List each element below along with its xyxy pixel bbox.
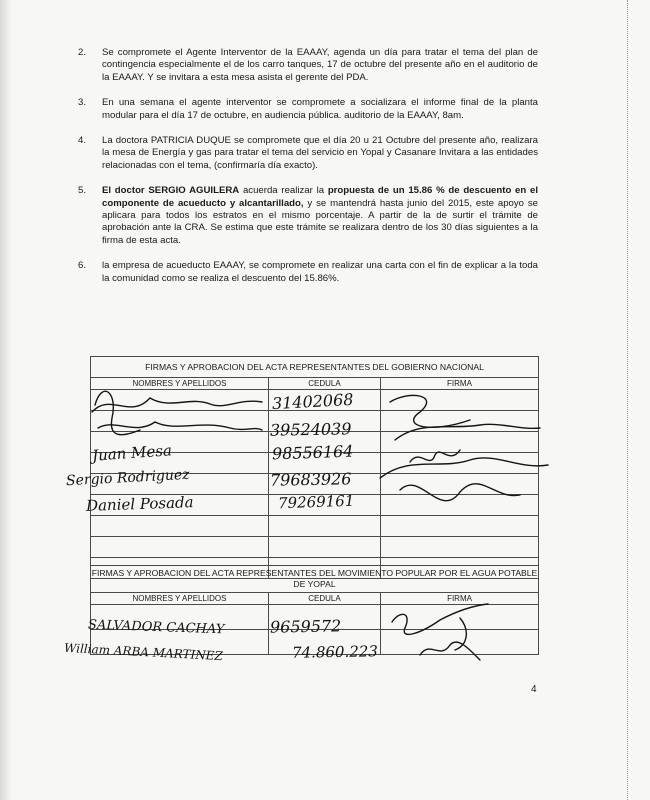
handwritten-name: William ARBA MARTINEZ [63, 640, 224, 664]
handwritten-id: 79683926 [269, 469, 352, 490]
item-number: 5. [78, 185, 87, 197]
table-row [91, 495, 539, 516]
handwritten-name: Juan Mesa [91, 441, 173, 465]
page-margin-line [626, 0, 628, 800]
column-header-id: CEDULA [269, 378, 381, 390]
table-row [91, 516, 539, 537]
column-header-id: CEDULA [269, 593, 381, 605]
handwritten-id: 98556164 [271, 441, 354, 464]
table-title: FIRMAS Y APROBACION DEL ACTA REPRESENTANTES DEL GOBIERNO NACIONAL [91, 357, 539, 378]
item-text-bold: El doctor SERGIO AGUILERA [102, 185, 240, 197]
item-number: 6. [78, 260, 87, 272]
handwritten-id: 79269161 [277, 491, 355, 513]
handwritten-name: Daniel Posada [85, 493, 194, 515]
table-row [91, 630, 539, 655]
page-number: 4 [531, 684, 537, 695]
item-text: Se compromete el Agente Interventor de la EAAAY, agenda un día para tratar el tema del plan de contingencia especialmente el de los carro tanques, 17 de octubre del presente año en el auditorio de la EAAAY. Y se invitara a esta mesa asista el gerente del PDA. [102, 47, 538, 83]
item-number: 2. [78, 47, 87, 58]
handwritten-name: SALVADOR CACHAY [87, 617, 225, 638]
commitment-item-4 [78, 135, 538, 172]
table-row [91, 453, 539, 474]
column-header-signature: FIRMA [381, 593, 539, 605]
handwritten-id: 39524039 [269, 419, 352, 440]
item-text-bold: propuesta de un 15.86 % de descuento en el componente de acueducto y alcantarillado, [102, 185, 538, 209]
signature-table-popular-movement [87, 565, 539, 655]
column-header-names: NOMBRES Y APELLIDOS [91, 378, 269, 390]
item-number: 4. [78, 135, 87, 147]
table-row [91, 474, 539, 495]
item-text: y se mantendrá hasta junio del 2015, este apoyo se aplicara para todos los estratos en el mismo porcentaje. A partir de la de surtir el trámite de aprobación ante la CRA. Se estima que este trámite se realizara dentro de los 30 días siguientes a la firma de esta acta. [102, 197, 539, 246]
commitment-item-5 [78, 185, 538, 247]
signature-table-government [90, 356, 539, 579]
column-header-signature: FIRMA [381, 378, 539, 390]
commitments-list [78, 47, 538, 298]
table-row [91, 537, 539, 558]
item-text: La doctora PATRICIA DUQUE se compromete que el día 20 u 21 Octubre del presente año, realizara la mesa de Energía y gas para tratar el tema del servicio en Yopal y Casanare Invitara a las entidades relacionadas con el tema, (confirmaría día exacto). [102, 135, 538, 171]
item-text: En una semana el agente interventor se compromete a socializara el informe final de la planta modular para el día 17 de octubre, en audiencia pública. auditorio de la EAAAY, 8am. [102, 97, 538, 121]
commitment-item-3 [78, 97, 538, 122]
table-row [91, 432, 539, 453]
handwritten-name: Sergio Rodriguez [65, 466, 190, 490]
item-text: la empresa de acueducto EAAAY, se compromete en realizar una carta con el fin de explicar a la toda la comunidad como se realiza el descuento del 15.86%. [102, 260, 538, 284]
table-title: FIRMAS Y APROBACION DEL ACTA REPRESENTANTES DEL MOVIMIENTO POPULAR POR EL AGUA POTABLE DE YOPAL [91, 566, 539, 593]
commitment-item-2 [78, 47, 538, 84]
table-row [91, 411, 539, 432]
table-row [91, 390, 539, 411]
item-text: acuerda realizar la [239, 185, 328, 197]
item-number: 3. [78, 97, 87, 109]
column-header-names: NOMBRES Y APELLIDOS [91, 593, 269, 605]
handwritten-id: 9659572 [269, 616, 342, 637]
handwritten-id: 31402068 [271, 389, 354, 414]
handwritten-id: 74.860.223 [291, 642, 379, 662]
table-row [91, 605, 539, 630]
commitment-item-6 [78, 260, 538, 285]
scan-edge-shadow [0, 0, 12, 800]
